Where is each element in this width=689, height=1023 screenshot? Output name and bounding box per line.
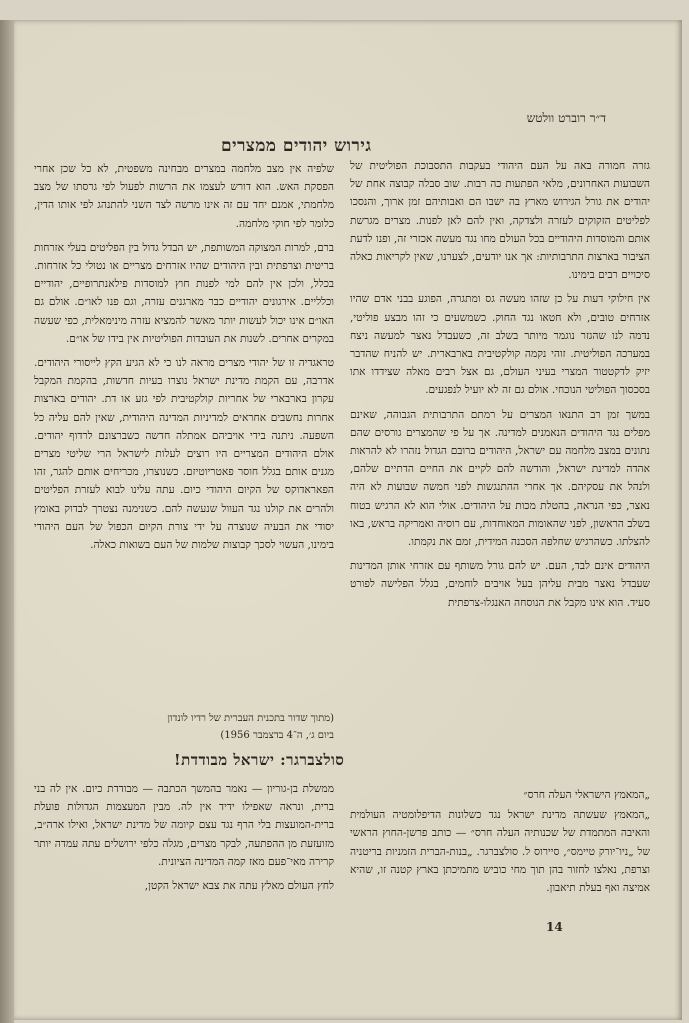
- byline: ד״ר רוברט וולטש: [526, 111, 606, 125]
- paragraph: טראגדיה זו של יהודי מצרים מראה לנו כי לא הגיע הקץ לייסורי היהודים. אדרבה, עם הקמת מדינת ישראל נוצרו בעיות חדשות, בהקמת המקבל עקרון בארבארי של אחריות קולקטיבית לפי גזע או דת. יהודים בארצות אחרות נחשבים אחראים למדיניות המדינה היהודית, שאין להם עליה כל השפעה. ניתנה בידי אויביהם אמתלה חדשה כשברצונם לרדוף יהודים. אולם היהודים המצריים היו רוצים לעלות לישראל הרי שליטי מצרים מגנים אותם בגלל חוסר פאטריוטיזם. כשנוצרו, מכריחים אותם להגר, זהו הפאראדוקס של הקיום היהודי כיום. עתה עלינו לבוא לעזרת הפליטים ולהרים את קולנו נגד העוול שנעשה להם. כשנימנה נצטרך לבדוק באומץ יסודי את הבעיה שנוצרה על ידי צורת הקיום הכפול של העם היהודי בימינו, העשוי לסכך קבוצות שלמות של העם בשואות כאלה.: [34, 357, 334, 552]
- article-title: גירוש יהודים ממצרים: [221, 136, 372, 156]
- source-note: [34, 710, 334, 744]
- second-article-title: סולצברגר: ישראל מבודדת!: [174, 751, 345, 769]
- article-column-left: [34, 160, 334, 730]
- article-column-right: [350, 157, 650, 737]
- subheading: „המאמץ הישראלי העלה חרס״: [523, 789, 650, 801]
- paragraph: גזרה חמורה באה על העם היהודי בעקבות התסבוכת הפוליטית של השבועות האחרונים, מלאי הפתעות כה רבות. שוב סבלה קבוצה אחת של יהודים את גורל הגירוש מארץ בה ישבו הם ואבותיהם זמן ארוך, והנסכו לפליטים הזקוקים לעזרה ולצדקה, ואין להם לאן לפנות. מצרים מגרשת אותם והמוסדות היהודיים בכל העולם מחו נגד מעשה אכזרי זה, ופנו לדעת הציבור בארצות התרבותיות: אך אנו יודעים, לצערנו, שאין לקריאות כאלה סיכויים רבים בימינו.: [350, 160, 650, 282]
- paragraph: לחץ העולם מאלץ עתה את צבא ישראל הקטן,: [144, 880, 334, 893]
- page: [14, 20, 682, 1020]
- second-article-column-left: [34, 780, 334, 918]
- page-number: 14: [546, 920, 563, 934]
- paragraph: „המאמץ שעשתה מדינת ישראל נגד כשלונות הדיפלומטיה העולמית והאיבה המתמדת של שכנותיה העלה חרס״ — כותב פרשן-החוץ הראשי של „ניו־יורק טיימס״, סיירוס ל. סולצברגר. „בנות-הברית הזמניות בריטניה וצרפת, נאלצו לחזור בהן תוך מחי כוביש מתמיכתן בארץ קטנה זו, שהיא אמיצה ואף בעלת תיאבון.: [350, 809, 650, 895]
- paragraph: ברם, למרות המצוקה המשותפת, יש הבדל גדול בין הפליטים בעלי אזרחות בריטית וצרפתית ובין היהודים שהיו אזרחים מצריים או נטולי כל אזרחות. בכלל, ולכן אין להם למי לפנות חוץ למוסדות פילאנתרופיים, יהודיים וכלליים. אירגונים יהודיים כבר מארגנים עזרה, וגם פנו לאו״ם. אולם גם האו״ם אינו יכול לעשות יותר מאשר להמציא עזרה מינימאלית, כפי שעשה במקרים אחרים. לשנות את העובדות הפוליטיות אין בידו של או״ם.: [34, 241, 334, 345]
- paragraph: שלפיה אין מצב מלחמה במצרים מבחינה משפטית, לא כל שכן אחרי הפסקת האש. הוא דורש לעצמו את הרשות לפעול לפי גרסתו של מצב מלחמתי, אמנם יחד עם זה אינו מרשה לצד השני להתנהג לפי אותו הדין, כלומר לפי חוקי מלחמה.: [34, 163, 334, 230]
- paragraph: במשך זמן רב התנאו המצרים על רמתם התרבותית הגבוהה, שאינם מפלים נגד היהודים הנאמנים למדינה. אך על פי שהמצרים גורסים שהם נתונים במצב מלחמה עם ישראל, היהודים ברובם הגדול נזהרו לא להראות אהדה למדינת ישראל, והודשה להם לקיים את החיים הדתיים שלהם, ולנהל את עסקיהם. אך אחרי ההתנגשות לפני חמשה שבועות לא היה נאצר, כפי הנראה, בהטלת מכות על היהודים. אולי הוא לא הרגיש בטוח בשלב הראשון, לפני שהאומות המאוחדות, עם רוסיה ואמריקה בראש, באו להצלתו. כשהרגיש שחלפה הסכנה המידית, זמם את נקמתו.: [350, 408, 650, 549]
- paragraph: אין חילוקי דעות על כן שזהו מעשה גס ומתגרה, הפוגע בבני אדם שהיו אזרחים טובים, ולא חטאו נגד החוק. כשמשעים כי זהו מבצע פוליטי, נדמה לנו שהגזר נוגמר מיותר בשלב זה, כשעבדל נאצר למעשה ניצח במערכה הפוליטית. זוהי נקמה קולקטיבית בארבארית. יש להניח שהדבר יזיק לדקטטור המצרי בעיני העולם, גם אצל רבים מאלה שצידדו אתו בסכסוך הפוליטי הנוכחי. אולם גם זה לא יועיל לנפגעים.: [350, 293, 650, 397]
- source-line: (מתוך שדור בתכנית העברית של רדיו לונדון: [167, 713, 334, 724]
- paragraph: ממשלת בן-גוריון — נאמר בהמשך הכתבה — מבודדת כיום. אין לה בני ברית, ונראה שאפילו ידיד אין לה. מבין המעצמות הגדולות פועלת ברית-המועצות בלי הרף נגד עצם קיומה של מדינת ישראל, ואילו ארה״ב, מזועזעת מן ההפתעה, לבקר מצרים, מגלה כלפי ירושלים עתה עמדה יותר קרירה מאי־פעם מאז קמה המדינה הציונית.: [34, 783, 334, 868]
- book-spine: [0, 20, 14, 1023]
- second-article-column-right: [350, 786, 650, 918]
- paragraph: היהודים אינם לבד, העם. יש להם גורל משותף עם אזרחי אותן המדינות שעבדל נאצר מבית עליהן בעל אויבים לוחמים, בגלל הפלישה לפורט סעיד. הוא אינו מקבל את הנוסחה האנגלו-צרפתית: [350, 560, 650, 609]
- source-line: ביום ג׳, ה־4 בדצמבר 1956): [220, 730, 334, 741]
